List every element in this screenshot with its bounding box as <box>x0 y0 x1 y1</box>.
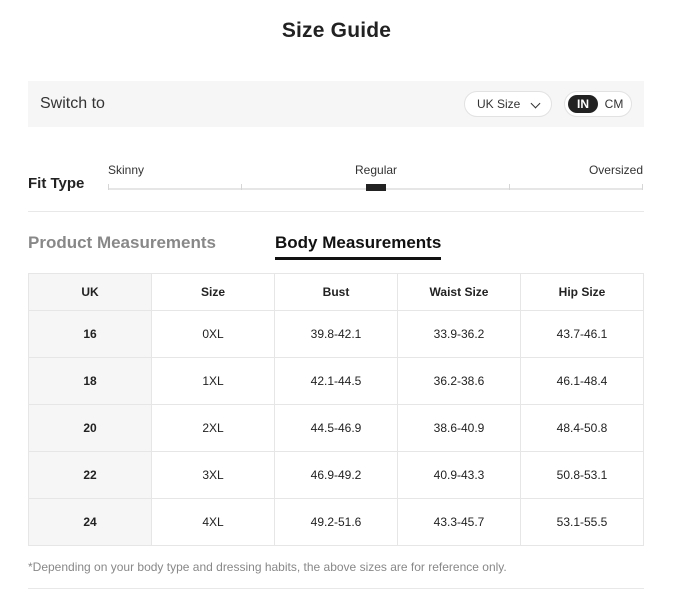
table-cell-hip: 43.7-46.1 <box>521 311 644 358</box>
column-header-uk: UK <box>29 274 152 311</box>
table-cell-bust: 46.9-49.2 <box>275 452 398 499</box>
column-header-hip: Hip Size <box>521 274 644 311</box>
chevron-down-icon <box>531 99 541 109</box>
table-cell-waist: 36.2-38.6 <box>398 358 521 405</box>
fit-option-oversized[interactable]: Oversized <box>588 163 643 177</box>
table-cell-waist: 43.3-45.7 <box>398 499 521 546</box>
table-cell-uk: 20 <box>29 405 152 452</box>
fit-type-label: Fit Type <box>28 175 85 192</box>
unit-in-button[interactable]: IN <box>568 95 598 113</box>
table-cell-size: 2XL <box>152 405 275 452</box>
table-cell-bust: 42.1-44.5 <box>275 358 398 405</box>
table-cell-uk: 18 <box>29 358 152 405</box>
unit-toggle <box>564 91 632 117</box>
table-cell-uk: 24 <box>29 499 152 546</box>
table-cell-hip: 50.8-53.1 <box>521 452 644 499</box>
unit-switch-bar <box>28 81 644 127</box>
section-divider <box>28 211 644 212</box>
fit-tick <box>108 184 109 190</box>
table-cell-size: 0XL <box>152 311 275 358</box>
fit-option-skinny[interactable]: Skinny <box>108 163 145 177</box>
unit-cm-button[interactable]: CM <box>604 97 624 111</box>
page-title: Size Guide <box>281 19 392 42</box>
table-cell-bust: 39.8-42.1 <box>275 311 398 358</box>
table-row <box>29 358 644 405</box>
table-cell-hip: 53.1-55.5 <box>521 499 644 546</box>
table-cell-bust: 44.5-46.9 <box>275 405 398 452</box>
table-cell-waist: 33.9-36.2 <box>398 311 521 358</box>
table-row <box>29 452 644 499</box>
table-cell-uk: 16 <box>29 311 152 358</box>
table-row <box>29 499 644 546</box>
fit-tick <box>509 184 510 190</box>
fit-tick <box>241 184 242 190</box>
table-row <box>29 311 644 358</box>
footnote: *Depending on your body type and dressing habits, the above sizes are for reference only. <box>28 560 507 574</box>
fit-type-marker[interactable] <box>366 184 386 191</box>
table-cell-hip: 46.1-48.4 <box>521 358 644 405</box>
table-cell-uk: 22 <box>29 452 152 499</box>
table-cell-size: 3XL <box>152 452 275 499</box>
column-header-waist: Waist Size <box>398 274 521 311</box>
size-system-select[interactable] <box>464 91 552 117</box>
fit-option-regular[interactable]: Regular <box>355 163 398 177</box>
column-header-bust: Bust <box>275 274 398 311</box>
fit-tick <box>642 184 643 190</box>
size-system-value: UK Size <box>477 97 521 111</box>
table-cell-waist: 38.6-40.9 <box>398 405 521 452</box>
table-cell-hip: 48.4-50.8 <box>521 405 644 452</box>
table-cell-size: 4XL <box>152 499 275 546</box>
tab-body-measurements[interactable]: Body Measurements <box>275 233 441 260</box>
table-header-row <box>29 274 644 311</box>
switch-label: Switch to <box>40 95 105 112</box>
table-row <box>29 405 644 452</box>
bottom-divider <box>28 588 644 589</box>
table-cell-waist: 40.9-43.3 <box>398 452 521 499</box>
table-cell-bust: 49.2-51.6 <box>275 499 398 546</box>
tab-product-measurements[interactable]: Product Measurements <box>28 233 216 252</box>
column-header-size: Size <box>152 274 275 311</box>
size-table <box>28 273 644 546</box>
table-cell-size: 1XL <box>152 358 275 405</box>
